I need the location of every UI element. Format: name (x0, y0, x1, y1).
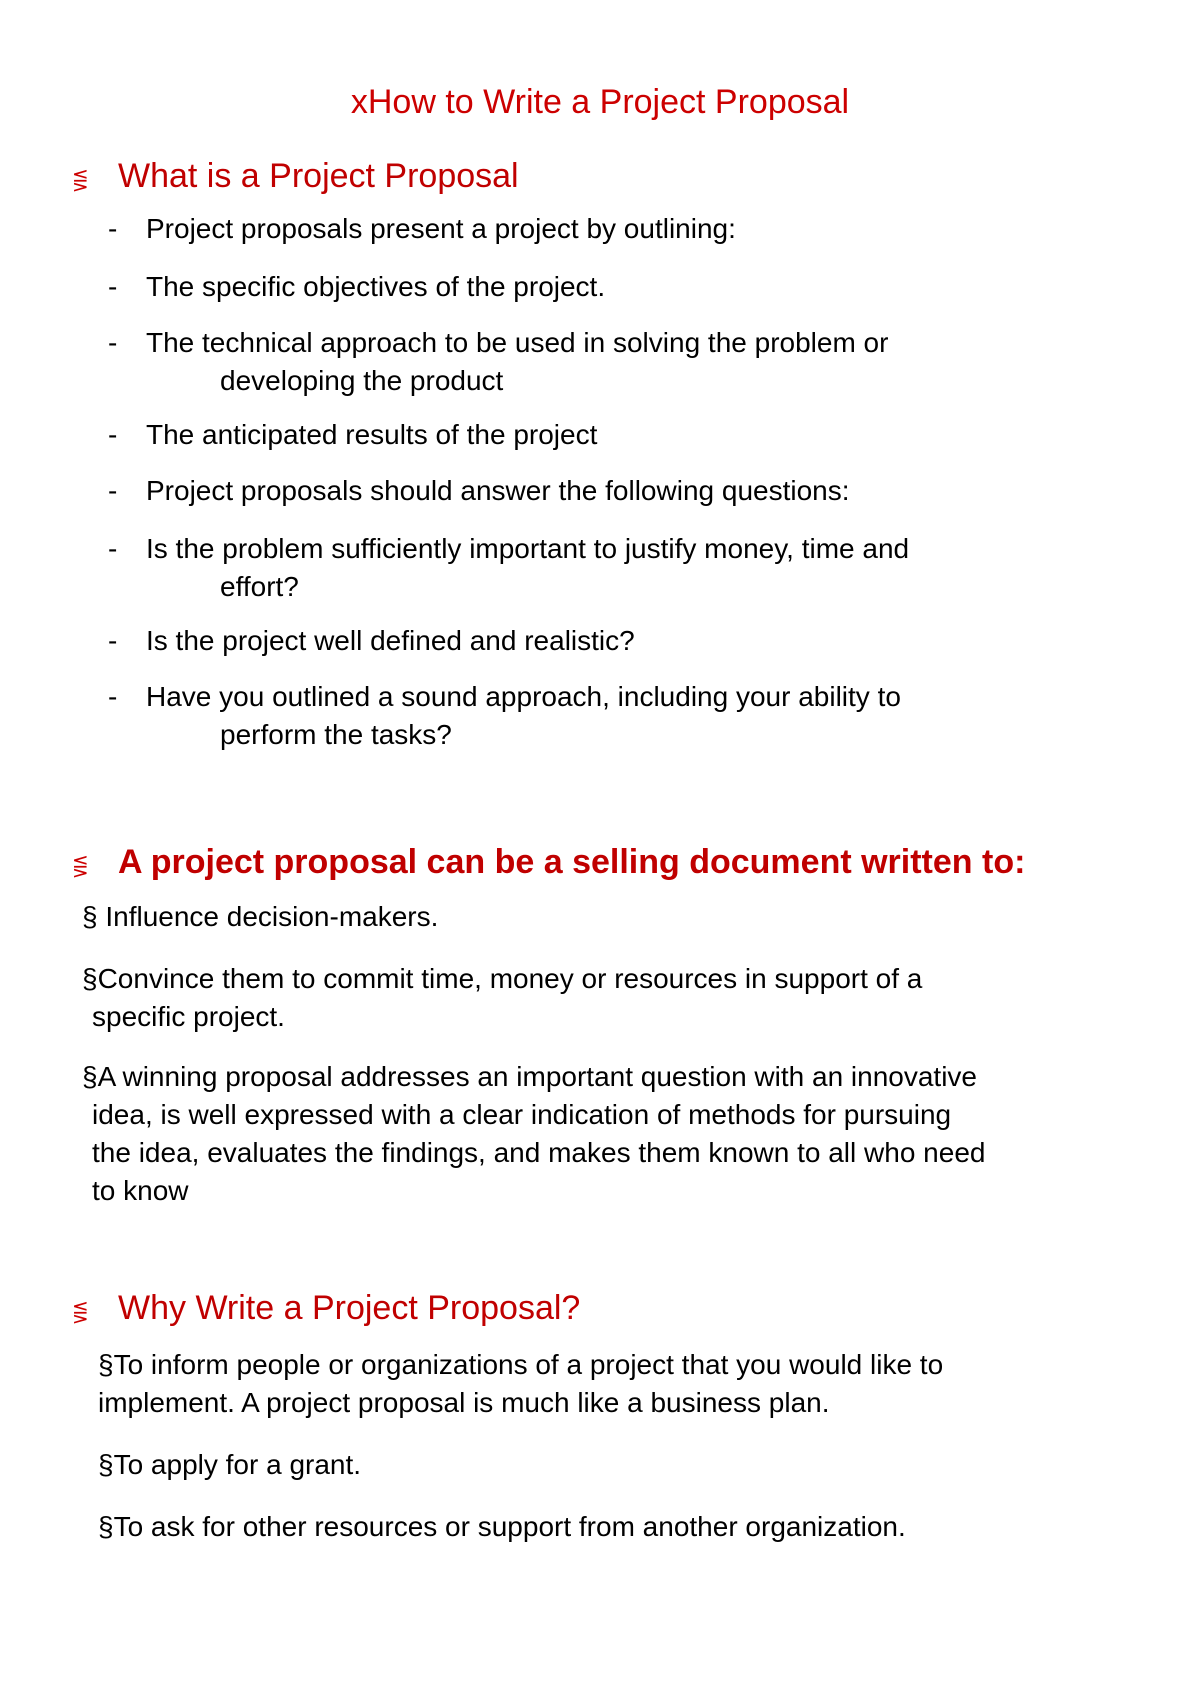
section-heading-why-write: Why Write a Project Proposal? (118, 1289, 581, 1327)
dash-bullet: - (108, 625, 118, 656)
paragraph-line: specific project. (92, 1001, 285, 1032)
dash-bullet: - (108, 419, 118, 450)
list-item (108, 210, 1108, 248)
list-item-text: The technical approach to be used in solving the problem or (146, 327, 889, 358)
paragraph-line: implement. A project proposal is much like a business plan. (98, 1387, 830, 1418)
dash-bullet: - (108, 533, 118, 564)
dash-bullet: - (108, 475, 118, 506)
paragraph-item (82, 898, 438, 936)
list-item (108, 622, 1108, 660)
list-item-text: Have you outlined a sound approach, including your ability to (146, 681, 901, 712)
list-item-text: The anticipated results of the project (146, 419, 598, 450)
list-item (108, 324, 1108, 400)
list-item-continuation: effort? (220, 571, 299, 602)
paragraph-item (98, 1446, 361, 1484)
list-item-text: Project proposals should answer the following questions: (146, 475, 850, 506)
paragraph-item (98, 1346, 943, 1422)
paragraph-line: the idea, evaluates the findings, and makes them known to all who need (92, 1137, 986, 1168)
paragraph-item (98, 1508, 906, 1546)
paragraph-line: §To inform people or organizations of a project that you would like to (98, 1349, 944, 1380)
dash-bullet: - (108, 327, 118, 358)
paragraph-line: idea, is well expressed with a clear indication of methods for pursuing (92, 1099, 952, 1130)
dash-bullet: - (108, 681, 118, 712)
list-item-continuation: perform the tasks? (220, 719, 452, 750)
paragraph-line: to know (92, 1175, 189, 1206)
list-item (108, 416, 1108, 454)
section-heading-selling-document: A project proposal can be a selling document written to: (118, 843, 1026, 881)
list-item-text: The specific objectives of the project. (146, 271, 606, 302)
paragraph-line: §To apply for a grant. (98, 1449, 362, 1480)
section-heading-what-is: What is a Project Proposal (118, 157, 519, 195)
paragraph-item (82, 960, 922, 1036)
paragraph-line: §Convince them to commit time, money or resources in support of a (82, 963, 923, 994)
list-item-text: Is the problem sufficiently important to justify money, time and (146, 533, 910, 564)
list-item (108, 472, 1108, 510)
dash-bullet: - (108, 213, 118, 244)
paragraph-item (82, 1058, 985, 1210)
list-item-continuation: developing the product (220, 365, 504, 396)
paragraph-line: § Influence decision-makers. (82, 901, 439, 932)
dash-bullet: - (108, 271, 118, 302)
paragraph-line: §To ask for other resources or support from another organization. (98, 1511, 906, 1542)
list-item-text: Project proposals present a project by outlining: (146, 213, 736, 244)
section-bullet-icon: ⋚ (72, 854, 89, 878)
section-bullet-icon: ⋚ (72, 168, 89, 192)
list-item (108, 678, 1108, 754)
paragraph-line: §A winning proposal addresses an important question with an innovative (82, 1061, 978, 1092)
section-bullet-icon: ⋚ (72, 1300, 89, 1324)
page-title: xHow to Write a Project Proposal (350, 83, 850, 121)
list-item-text: Is the project well defined and realistic? (146, 625, 635, 656)
list-item (108, 530, 1108, 606)
list-item (108, 268, 1108, 306)
